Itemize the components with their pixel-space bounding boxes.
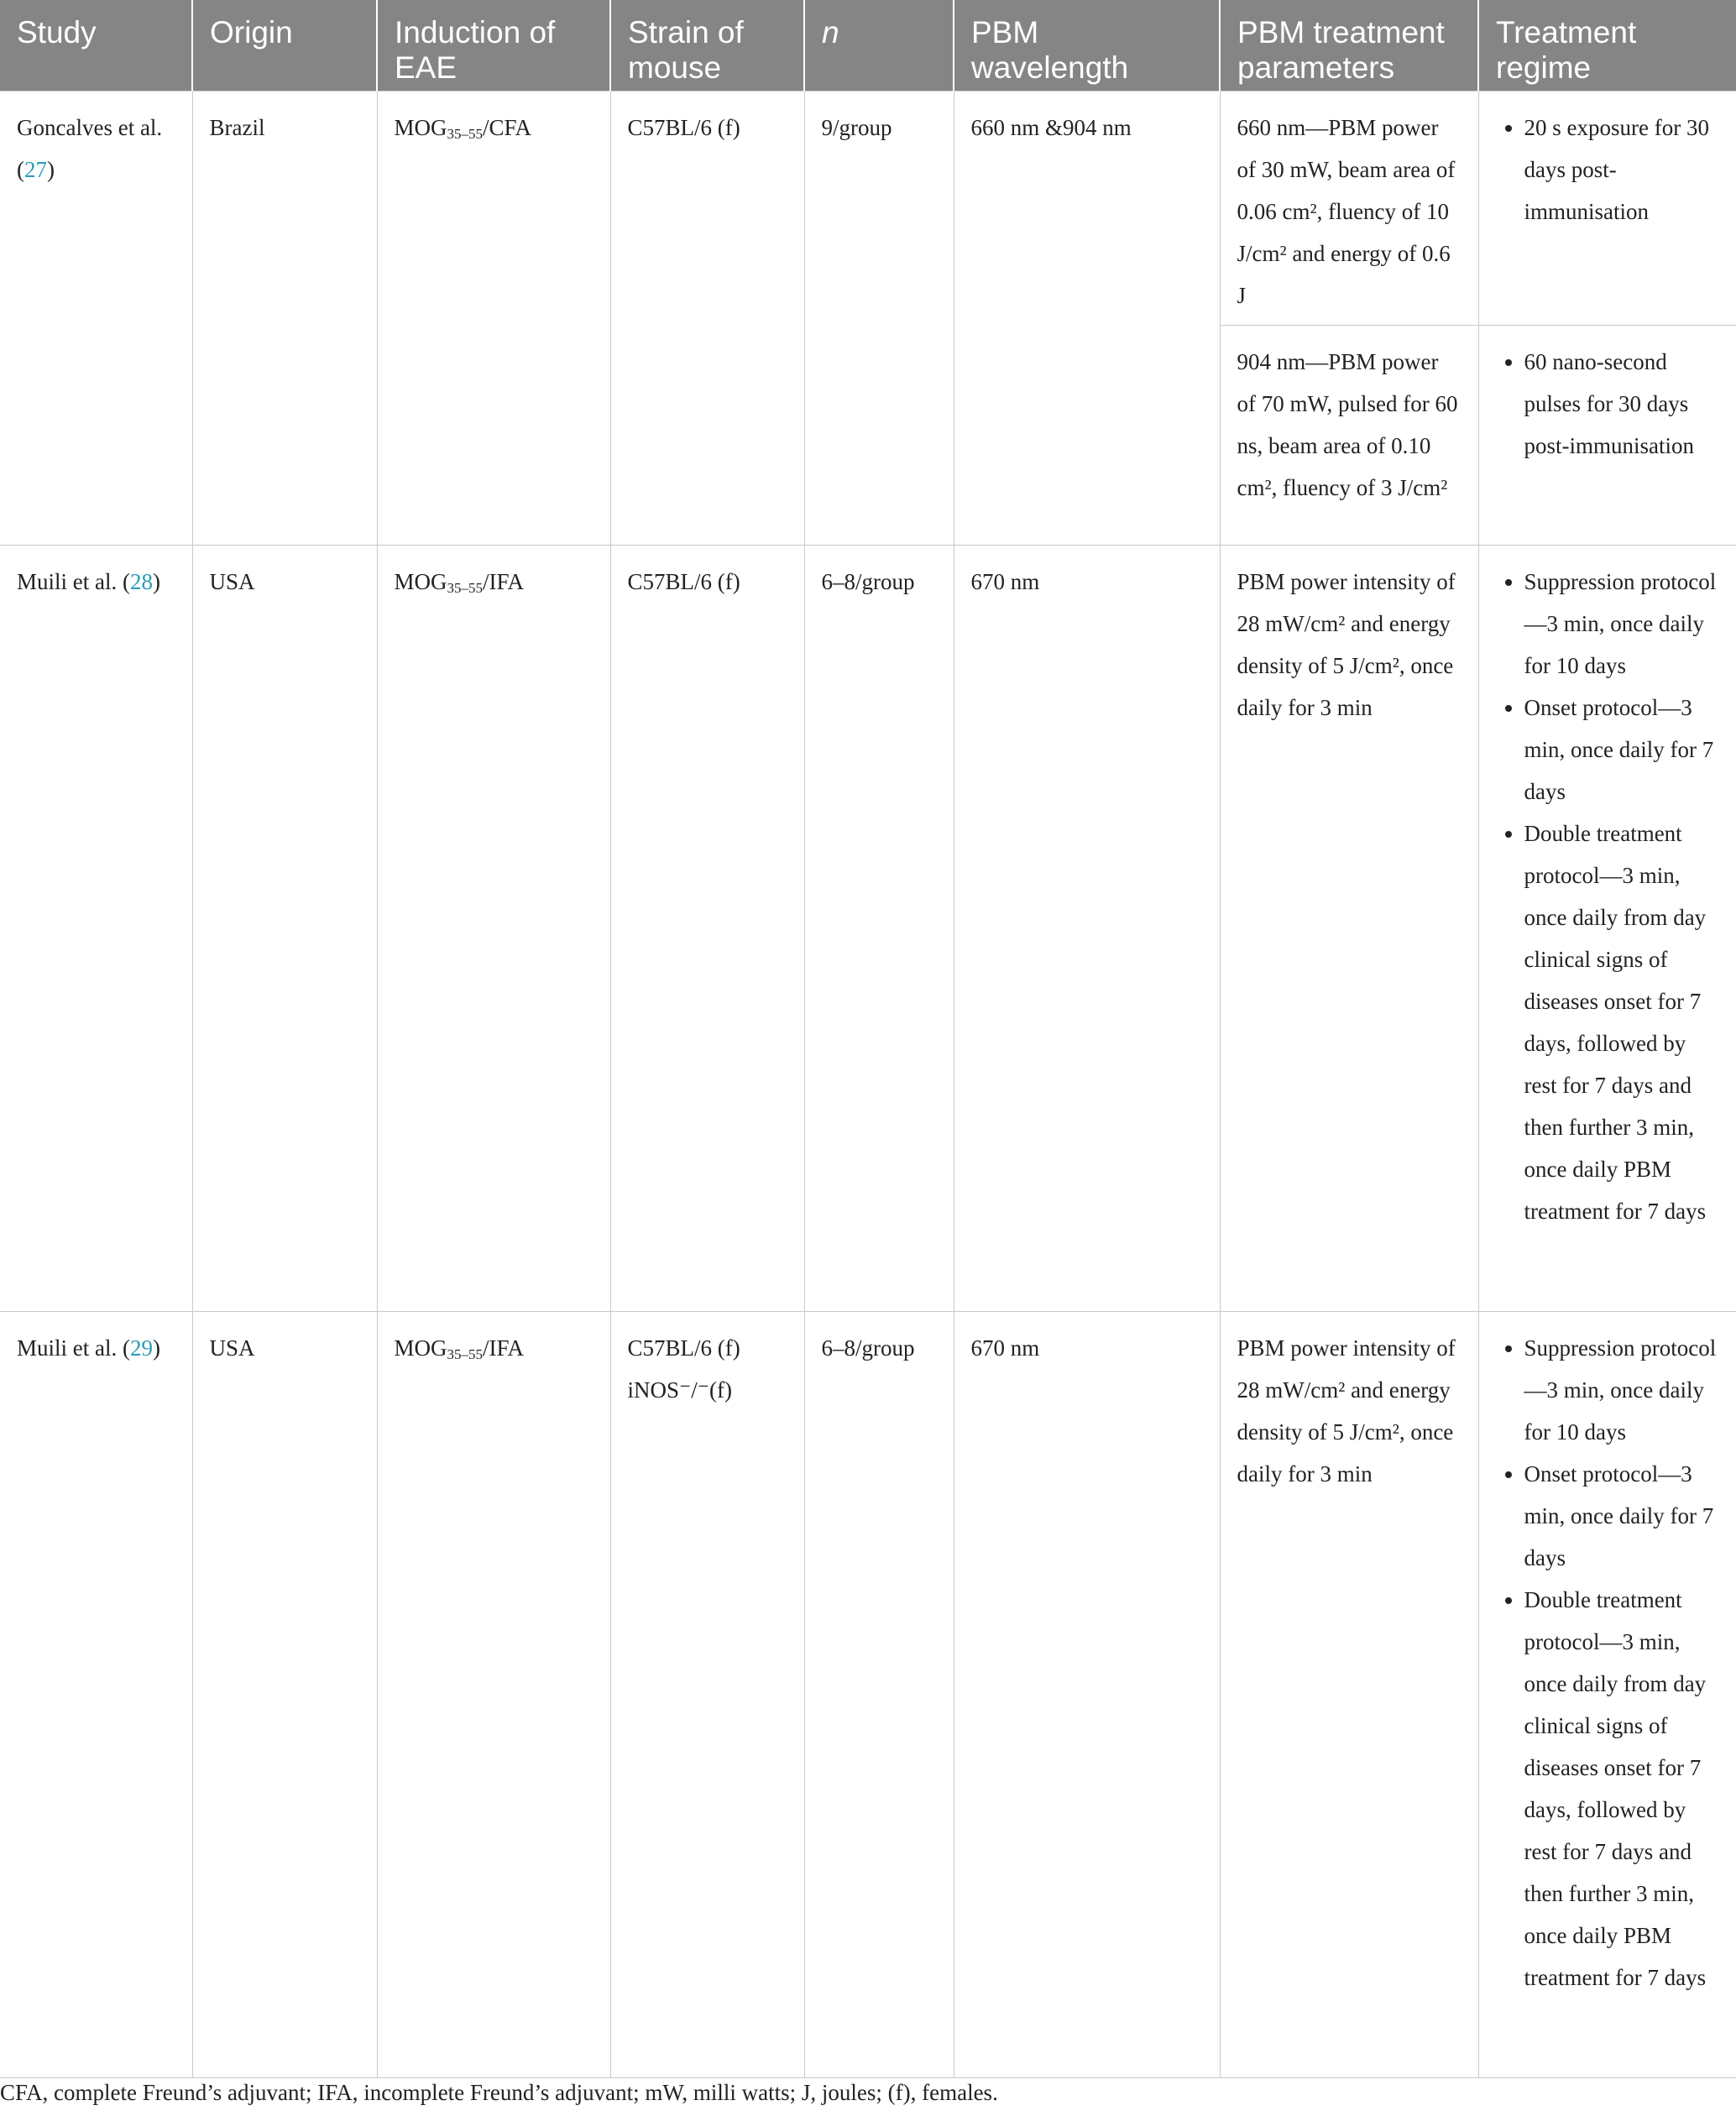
cell-strain [610,1312,804,2078]
header-wavelength: PBM wavelength [954,0,1220,91]
cell-regime [1478,546,1736,1312]
cell-regime [1478,326,1736,546]
header-n: n [804,0,954,91]
regime-list [1496,561,1720,1232]
header-parameters: PBM treatment parameters [1220,0,1478,91]
citation-link[interactable]: 27 [24,157,47,182]
cell-parameters: 660 nm—PBM power of 30 mW, beam area of 0.06 cm², fluency of 10 J/cm² and energy of 0.6 J [1220,91,1478,326]
cell-wavelength: 670 nm [954,546,1220,1312]
table-row [0,546,1736,1312]
list-item: • 60 nano-second pulses for 30 days post-immunisation [1524,341,1720,467]
header-strain: Strain of mouse [610,0,804,91]
strain-line: iNOS⁻/⁻(f) [627,1377,732,1403]
cell-parameters: PBM power intensity of 28 mW/cm² and energy density of 5 J/cm², once daily for 3 min [1220,1312,1478,2078]
cell-regime [1478,1312,1736,2078]
study-author: Muili et al. [17,1335,118,1361]
cell-induction: $MOG_{35-55}$/IFA [377,546,610,1312]
list-item: • Double treatment protocol—3 min, once daily from day clinical signs of diseases onset for 7 days, followed by rest for 7 days and then further 3 min, once daily PBM treatment for 7 days [1524,1579,1720,1998]
cell-induction: $MOG_{35-55}$/IFA [377,1312,610,2078]
cell-n: 6–8/group [804,1312,954,2078]
regime-list [1496,107,1720,232]
cell-wavelength: 660 nm &904 nm [954,91,1220,546]
cell-origin: USA [192,1312,377,2078]
header-induction: Induction of EAE [377,0,610,91]
header-study: Study [0,0,192,91]
list-item: • Onset protocol—3 min, once daily for 7 days [1524,687,1720,812]
cell-study: Goncalves et al. (27) [0,91,192,546]
list-item: • Onset protocol—3 min, once daily for 7 days [1524,1453,1720,1579]
list-item: • Double treatment protocol—3 min, once daily from day clinical signs of diseases onset for 7 days, followed by rest for 7 days and then further 3 min, once daily PBM treatment for 7 days [1524,812,1720,1232]
study-author: Goncalves et al. [17,115,163,140]
cell-regime [1478,91,1736,326]
cell-strain: C57BL/6 (f) [610,91,804,546]
cell-strain: C57BL/6 (f) [610,546,804,1312]
regime-list [1496,1327,1720,1998]
cell-parameters: PBM power intensity of 28 mW/cm² and energy density of 5 J/cm², once daily for 3 min [1220,546,1478,1312]
list-item: • Suppression protocol—3 min, once daily for 10 days [1524,1327,1720,1453]
study-author: Muili et al. [17,569,118,594]
cell-n: 6–8/group [804,546,954,1312]
list-item: • Suppression protocol—3 min, once daily for 10 days [1524,561,1720,687]
table-footnote: CFA, complete Freund’s adjuvant; IFA, incomplete Freund’s adjuvant; mW, milli watts; J, joules; (f), females. [0,2080,998,2105]
cell-study: Muili et al. (28) [0,546,192,1312]
header-row [0,0,1736,91]
regime-list [1496,341,1720,467]
citation-link[interactable]: 28 [129,569,153,594]
table-row [0,91,1736,326]
list-item: • 20 s exposure for 30 days post-immunisation [1524,107,1720,232]
cell-wavelength: 670 nm [954,1312,1220,2078]
cell-origin: USA [192,546,377,1312]
cell-study: Muili et al. (29) [0,1312,192,2078]
cell-parameters: 904 nm—PBM power of 70 mW, pulsed for 60 ns, beam area of 0.10 cm², fluency of 3 J/cm² [1220,326,1478,546]
header-origin: Origin [192,0,377,91]
table-row [0,1312,1736,2078]
cell-origin: Brazil [192,91,377,546]
strain-line: C57BL/6 (f) [627,1335,740,1361]
header-regime: Treatment regime [1478,0,1736,91]
citation-link[interactable]: 29 [129,1335,153,1361]
cell-induction: $MOG_{35-55}$/CFA [377,91,610,546]
cell-n: 9/group [804,91,954,546]
